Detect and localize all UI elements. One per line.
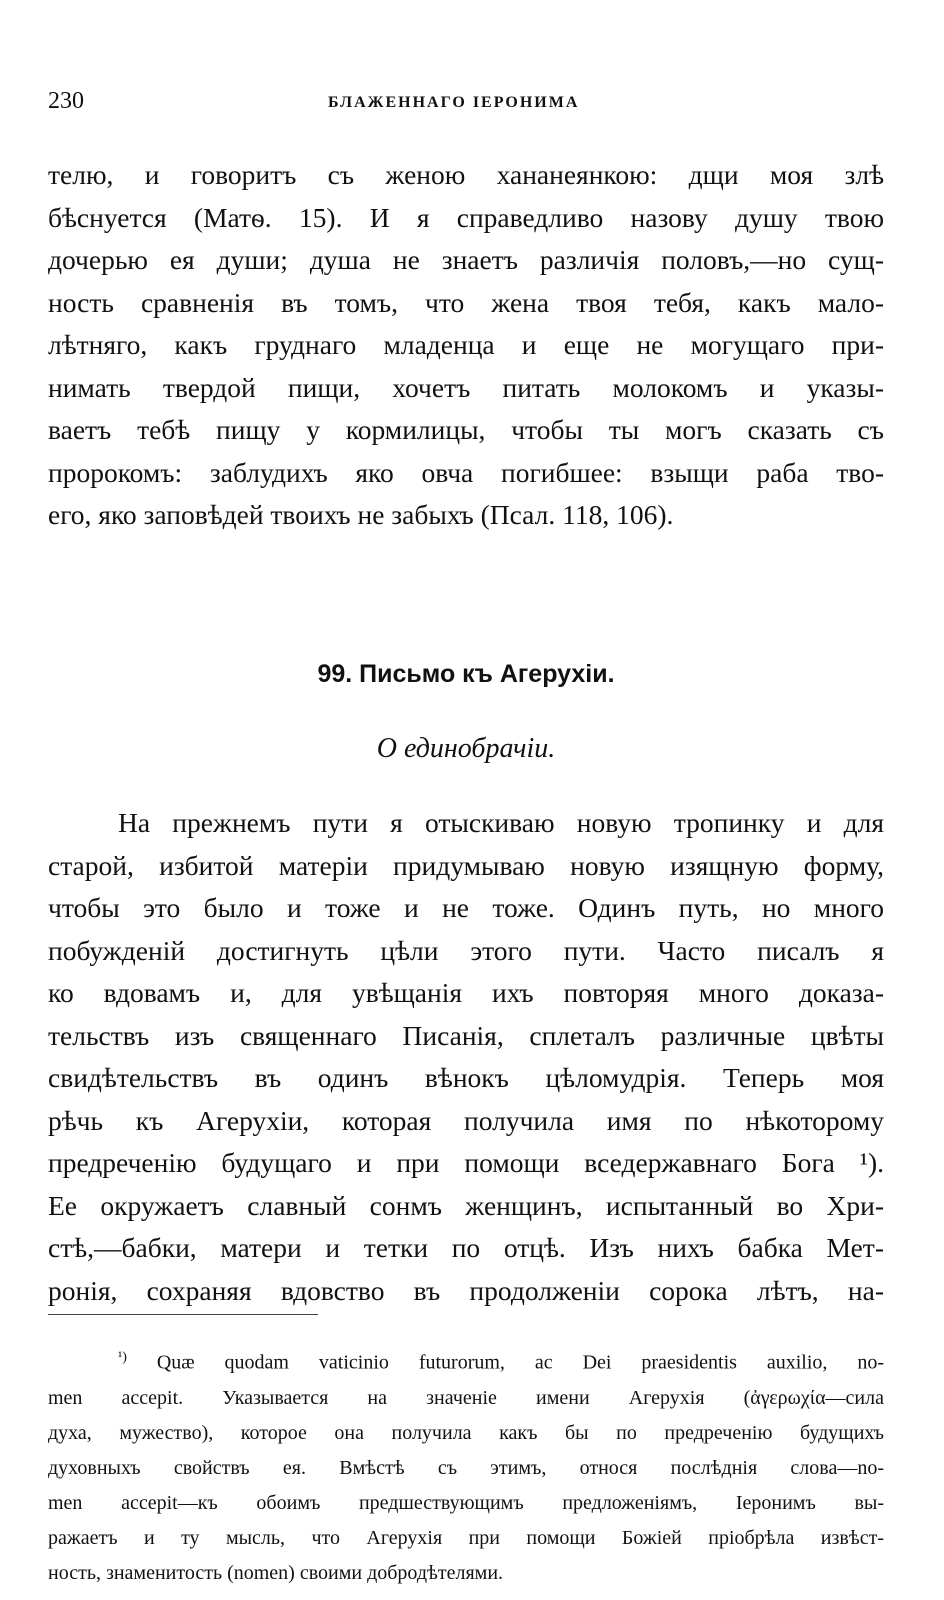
- text-line: На прежнемъ пути я отыскиваю новую тропинку и для: [118, 807, 884, 838]
- text-line: телю, и говоритъ съ женою хананеянкою: дщи моя злѣ: [48, 159, 884, 190]
- text-line: ность сравненія въ томъ, что жена твоя тебя, какъ мало-: [48, 286, 884, 318]
- text-line: рѣчь къ Агерухіи, которая получила имя по нѣкоторому: [48, 1104, 884, 1136]
- footnote-line: ражаетъ и ту мысль, что Агерухія при помощи Божіей пріобрѣла извѣст-: [48, 1526, 884, 1549]
- letter-title: 99. Письмо къ Агерухіи.: [317, 660, 615, 688]
- text-line: Ее окружаетъ славный сонмъ женщинъ, испытанный во Хри-: [48, 1189, 884, 1221]
- paragraph-letter: [48, 802, 884, 1312]
- text-line: предреченію будущаго и при помощи вседержавнаго Бога ¹).: [48, 1147, 884, 1178]
- footnote: [48, 1340, 884, 1591]
- text-line: ронія, сохраняя вдовство въ продолженіи сорока лѣтъ, на-: [48, 1274, 884, 1306]
- text-line: тельствъ изъ священнаго Писанія, сплеталъ различные цвѣты: [48, 1019, 884, 1051]
- text-line: свидѣтельствъ въ одинъ вѣнокъ цѣломудрія. Теперь моя: [48, 1062, 884, 1093]
- footnote-line: духовныхъ свойствъ ея. Вмѣстѣ съ этимъ, относя послѣднія слова—no-: [48, 1456, 884, 1479]
- text-line: ко вдовамъ и, для увѣщанія ихъ повторяя много доказа-: [48, 977, 884, 1008]
- page-header: [48, 88, 884, 124]
- text-line: нимать твердой пищи, хочетъ питать молокомъ и указы-: [48, 371, 884, 403]
- footnote-line: men accepit—къ обоимъ предшествующимъ предложеніямъ, Іеронимъ вы-: [48, 1491, 884, 1514]
- footnote-line: [48, 1340, 884, 1381]
- text-line: чтобы это было и тоже и не тоже. Одинъ путь, но много: [48, 892, 884, 923]
- footnote-text: Quæ quodam vaticinio futurorum, ac Dei praesidentis auxilio, no-: [156, 1351, 885, 1374]
- text-line: бѣснуется (Матѳ. 15). И я справедливо назову душу твою: [48, 201, 884, 233]
- footnote-line: men accepit. Указывается на значеніе имени Агерухія (ἀγερωχία—сила: [48, 1386, 884, 1409]
- footnote-line: ность, знаменитость (nomen) своими добродѣтелями.: [48, 1561, 504, 1584]
- paragraph-continued: [48, 154, 884, 537]
- book-page: [48, 88, 885, 1584]
- letter-subtitle: О единобрачіи.: [376, 733, 556, 764]
- footnote-divider: [48, 1314, 318, 1315]
- footnote-marker: ¹): [118, 1350, 127, 1365]
- running-head: БЛАЖЕННАГО ІЕРОНИМА: [328, 94, 580, 111]
- text-line: старой, избитой матеріи придумываю новую изящную форму,: [48, 849, 884, 881]
- text-line: лѣтняго, какъ груднаго младенца и еще не могущаго при-: [48, 329, 884, 360]
- text-line: стѣ,—бабки, матери и тетки по отцѣ. Изъ нихъ бабка Мет-: [48, 1232, 884, 1263]
- text-line: пророкомъ: заблудихъ яко овча погибшее: взыщи раба тво-: [48, 456, 884, 488]
- text-line: дочерью ея души; душа не знаетъ различія половъ,—но сущ-: [48, 244, 884, 275]
- page-number: 230: [48, 88, 84, 114]
- text-line: побужденій достигнуть цѣли этого пути. Часто писалъ я: [48, 934, 884, 966]
- footnote-line: духа, мужество), которое она получила какъ бы по предреченію будущихъ: [48, 1421, 884, 1444]
- text-line: ваетъ тебѣ пищу у кормилицы, чтобы ты могъ сказать съ: [48, 414, 884, 445]
- text-line: его, яко заповѣдей твоихъ не забыхъ (Псал. 118, 106).: [48, 499, 674, 530]
